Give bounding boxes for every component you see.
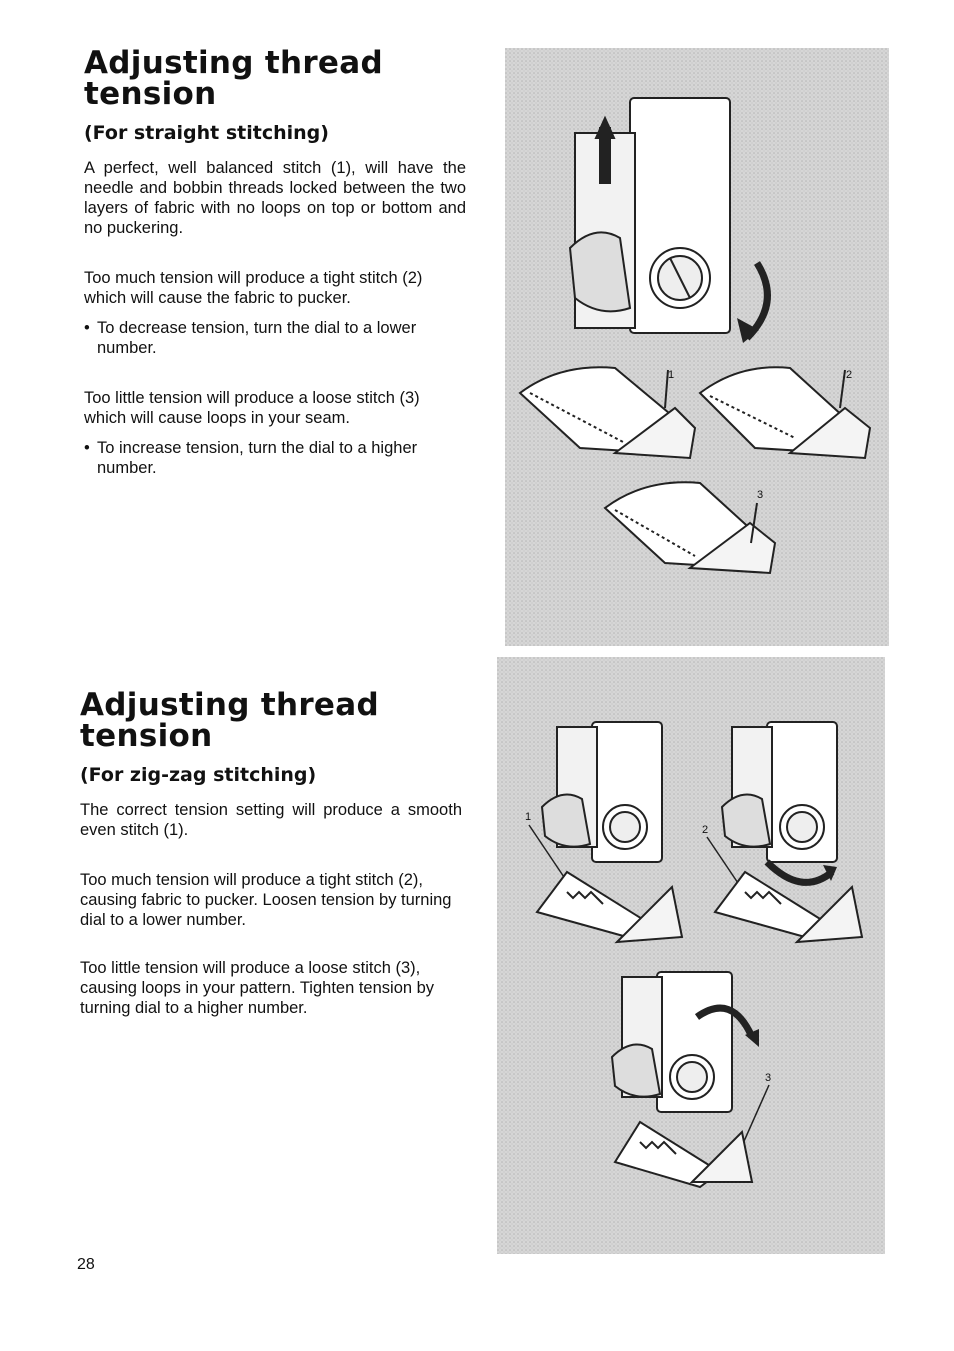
section2-subtitle: (For zig-zag stitching) [80,764,317,786]
zigzag-stitch-illustration [497,657,885,1254]
page-number: 28 [77,1256,95,1273]
zz-label-1: 1 [525,811,532,823]
machine-head-icon [570,98,730,333]
section-straight-stitching [84,45,466,478]
section1-bullet1: • To decrease tension, turn the dial to a lower number. [84,318,466,358]
section1-para3: Too little tension will produce a loose stitch (3) which will cause loops in your seam. [84,389,420,427]
machine-head-icon [542,722,662,862]
machine-head-icon [612,972,732,1112]
zz-label-2: 2 [702,824,709,836]
label-3: 3 [757,489,764,501]
section1-title: Adjusting thread tension [84,45,383,112]
section1-subtitle: (For straight stitching) [84,122,329,144]
section-zigzag-stitching [80,687,462,1018]
section2-para2: Too much tension will produce a tight stitch (2), causing fabric to pucker. Loosen tension by turning dial to a lower number. [80,871,452,929]
machine-head-icon [722,722,837,862]
section2-title: Adjusting thread tension [80,687,379,754]
section2-para3: Too little tension will produce a loose stitch (3), causing loops in your pattern. Tighten tension by turning dial to a higher number. [80,959,435,1017]
section1-para1: A perfect, well balanced stitch (1), will have the needle and bobbin threads locked between the two layers of fabric with no loops on top or bottom and no puckering. [84,159,466,237]
zz-label-3: 3 [765,1072,772,1084]
straight-stitch-illustration [505,48,889,646]
section1-para2: Too much tension will produce a tight stitch (2) which will cause the fabric to pucker. [84,269,423,307]
section1-bullet2: • To increase tension, turn the dial to a higher number. [84,438,466,478]
label-1: 1 [668,369,675,381]
label-2: 2 [846,369,853,381]
section2-para1: The correct tension setting will produce a smooth even stitch (1). [80,801,462,839]
